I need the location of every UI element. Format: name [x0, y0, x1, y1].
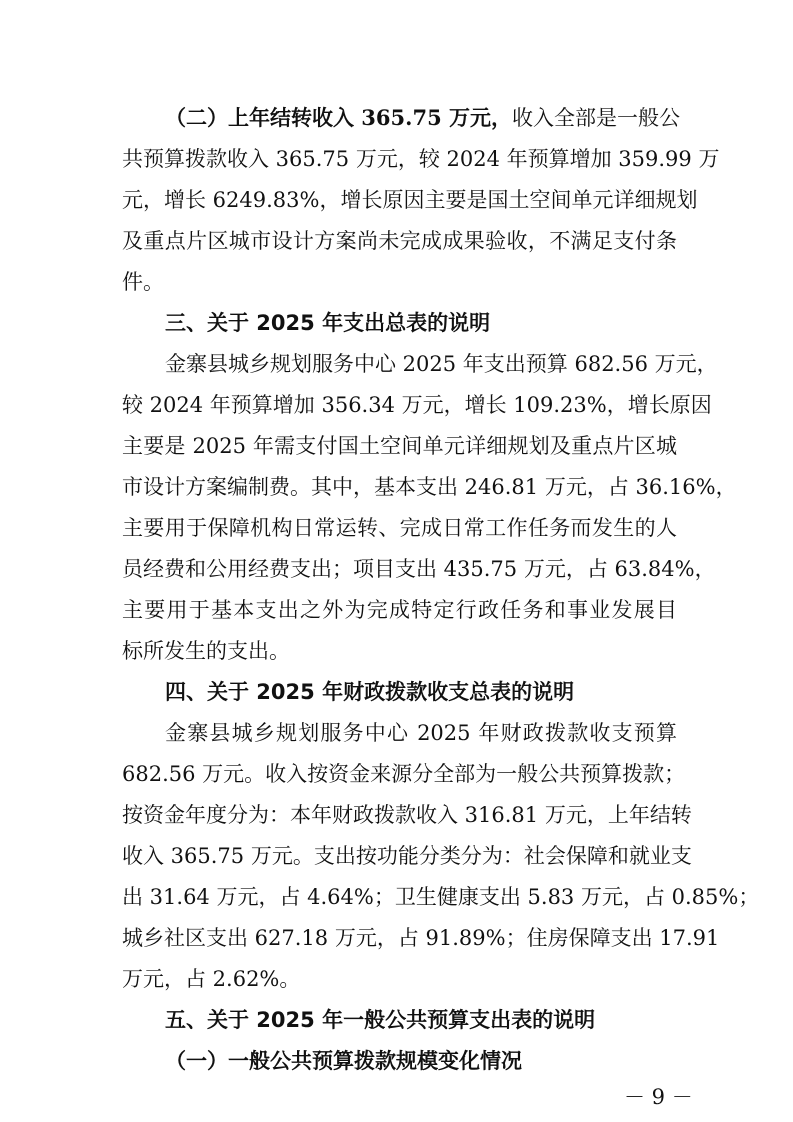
- paragraph-line: 市设计方案编制费。其中，基本支出 246.81 万元，占 36.16%，: [122, 475, 737, 499]
- paragraph-line: 出 31.64 万元，占 4.64%；卫生健康支出 5.83 万元，占 0.85%；: [122, 885, 760, 909]
- paragraph-line: 元，增长 6249.83%，增长原因主要是国土空间单元详细规划: [122, 188, 698, 212]
- section-heading-expenditure-summary: 三、关于 2025 年支出总表的说明: [165, 311, 491, 335]
- paragraph-text: 收入全部是一般公: [512, 106, 680, 130]
- section-heading-general-public-budget: 五、关于 2025 年一般公共预算支出表的说明: [165, 1008, 596, 1032]
- paragraph-line: 万元，占 2.62%。: [122, 967, 301, 991]
- page-number: － 9 －: [624, 1085, 693, 1109]
- paragraph-line: 按资金年度分为：本年财政拨款收入 316.81 万元，上年结转: [122, 803, 692, 827]
- paragraph-line: 主要是 2025 年需支付国土空间单元详细规划及重点片区城: [122, 434, 677, 458]
- section-heading-fiscal-appropriation-summary: 四、关于 2025 年财政拨款收支总表的说明: [165, 680, 575, 704]
- paragraph-line: 682.56 万元。收入按资金来源分全部为一般公共预算拨款；: [122, 762, 686, 786]
- paragraph-line: 收入 365.75 万元。支出按功能分类分为：社会保障和就业支: [122, 844, 692, 868]
- paragraph-line: 较 2024 年预算增加 356.34 万元，增长 109.23%，增长原因: [122, 393, 712, 417]
- section-subheading-budget-scale: （一）一般公共预算拨款规模变化情况: [165, 1048, 522, 1073]
- paragraph-line: 共预算拨款收入 365.75 万元，较 2024 年预算增加 359.99 万: [122, 147, 720, 171]
- paragraph-line: 金寨县城乡规划服务中心 2025 年支出预算 682.56 万元，: [165, 352, 718, 376]
- paragraph-line: 主要用于保障机构日常运转、完成日常工作任务而发生的人: [122, 516, 677, 540]
- paragraph-line: 城乡社区支出 627.18 万元，占 91.89%；住房保障支出 17.91: [122, 926, 720, 950]
- paragraph-line: 及重点片区城市设计方案尚未完成成果验收，不满足支付条: [122, 229, 677, 253]
- section-subheading-prior-year-carryover: （二）上年结转收入 365.75 万元，: [165, 105, 512, 130]
- paragraph-line: 金寨县城乡规划服务中心 2025 年财政拨款收支预算: [165, 721, 677, 745]
- paragraph-line: [165, 98, 680, 138]
- paragraph-line: 标所发生的支出。: [122, 639, 290, 663]
- paragraph-line: 主要用于基本支出之外为完成特定行政任务和事业发展目: [122, 598, 677, 622]
- paragraph-line: 员经费和公用经费支出；项目支出 435.75 万元，占 63.84%，: [122, 557, 716, 581]
- paragraph-line: 件。: [122, 270, 164, 294]
